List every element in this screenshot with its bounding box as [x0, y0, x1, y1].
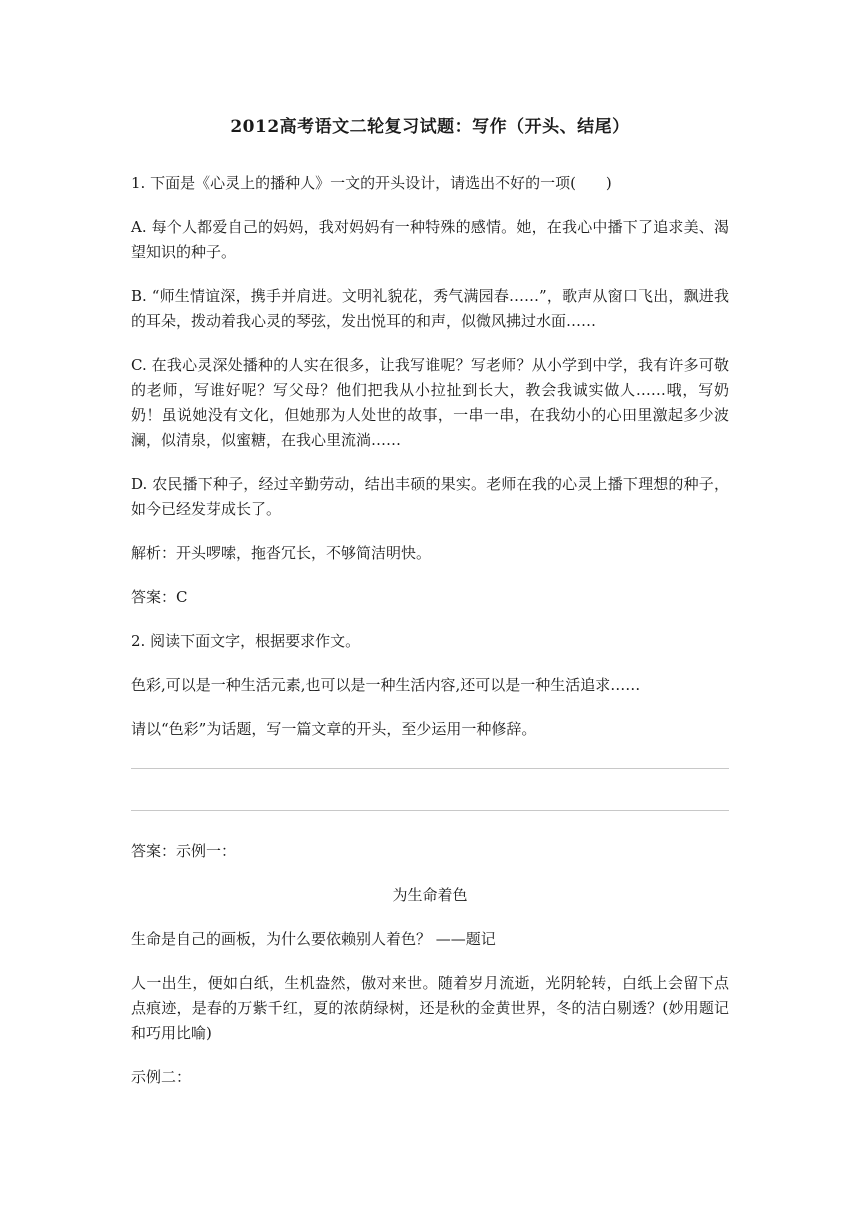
- option-b: B. “师生情谊深，携手并肩进。文明礼貌花，秀气满园春……”，歌声从窗口飞出，飘进我的耳朵，拨动着我心灵的琴弦，发出悦耳的和声，似微风拂过水面……: [131, 287, 729, 330]
- question-1-analysis: 解析：开头啰嗦，拖沓冗长，不够简洁明快。: [131, 544, 432, 562]
- document-page: [131, 112, 729, 1109]
- question-2-requirement: 请以“色彩”为话题，写一篇文章的开头，至少运用一种修辞。: [131, 720, 537, 738]
- option-c: C. 在我心灵深处播种的人实在很多，让我写谁呢？写老师？从小学到中学，我有许多可敬的老师，写谁好呢？写父母？他们把我从小拉扯到长大，教会我诚实做人……哦，写奶奶！虽说她没有文化，但她那为人处世的故事，一串一串，在我幼小的心田里激起多少波澜，似清泉，似蜜糖，在我心里流淌……: [131, 356, 729, 449]
- question-2-material: 色彩,可以是一种生活元素,也可以是一种生活内容,还可以是一种生活追求……: [131, 676, 641, 694]
- option-d: D. 农民播下种子，经过辛勤劳动，结出丰硕的果实。老师在我的心灵上播下理想的种子，如今已经发芽成长了。: [131, 475, 729, 518]
- example-epigraph: 生命是自己的画板，为什么要依赖别人着色？ ——题记: [131, 930, 496, 948]
- example-2-label: 示例二：: [131, 1068, 192, 1086]
- example-text: 人一出生，便如白纸，生机盎然，傲对来世。随着岁月流逝，光阴轮转，白纸上会留下点点痕迹，是春的万紫千红，夏的浓荫绿树，还是秋的金黄世界，冬的洁白剔透？(妙用题记和巧用比喻): [131, 974, 729, 1042]
- option-a: A. 每个人都爱自己的妈妈，我对妈妈有一种特殊的感情。她，在我心中播下了追求美、渴望知识的种子。: [131, 218, 729, 261]
- answer-line: [131, 768, 729, 769]
- answer-line: [131, 810, 729, 811]
- example-title: 为生命着色: [392, 886, 468, 904]
- question-2-answer-label: 答案：示例一：: [131, 842, 237, 860]
- question-1-answer: 答案：C: [131, 588, 188, 606]
- question-2-stem: 2. 阅读下面文字，根据要求作文。: [131, 632, 361, 650]
- question-1-stem: 1. 下面是《心灵上的播种人》一文的开头设计，请选出不好的一项( ): [131, 174, 612, 192]
- document-title: 2012高考语文二轮复习试题：写作（开头、结尾）: [230, 117, 630, 137]
